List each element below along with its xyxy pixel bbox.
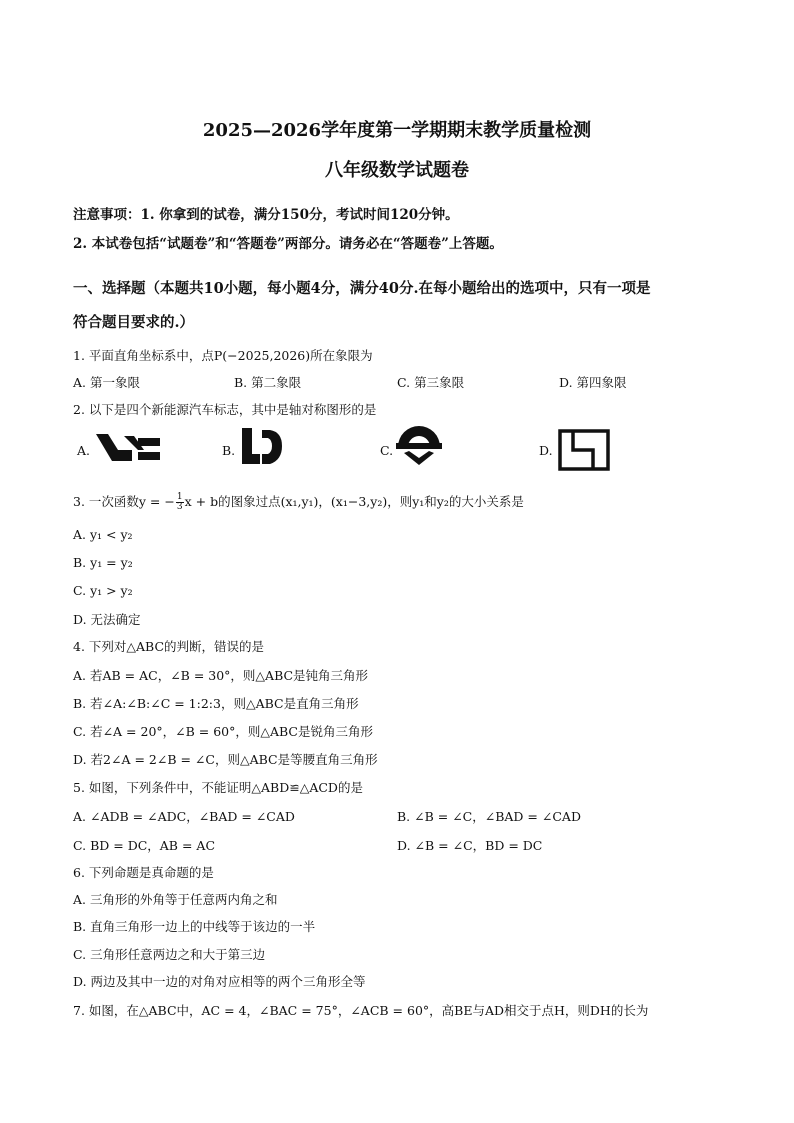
- logo-a-image: [94, 430, 164, 466]
- fraction-denominator: 3: [176, 502, 183, 512]
- question-5-option-c: C. BD = DC，AB = AC: [73, 838, 216, 853]
- question-3-option-d: D. 无法确定: [73, 612, 141, 627]
- question-6-option-c: C. 三角形任意两边之和大于第三边: [73, 947, 266, 962]
- section-heading-line-2: 符合题目要求的.）: [73, 314, 195, 331]
- question-5-stem: 5. 如图，下列条件中，不能证明△ABD≌△ACD的是: [73, 780, 363, 795]
- question-6-option-a: A. 三角形的外角等于任意两内角之和: [73, 892, 278, 907]
- logo-c-image: [394, 425, 444, 471]
- question-4-option-d: D. 若2∠A = 2∠B = ∠C，则△ABC是等腰直角三角形: [73, 752, 378, 767]
- question-1-option-b: B. 第二象限: [234, 375, 302, 390]
- question-6-option-b: B. 直角三角形一边上的中线等于该边的一半: [73, 919, 316, 934]
- question-3-stem: [73, 492, 524, 512]
- question-3-stem-suffix: x + b的图象过点(x₁,y₁)，(x₁−3,y₂)，则y₁和y₂的大小关系是: [184, 494, 524, 509]
- question-3-stem-prefix: 3. 一次函数y = −: [73, 494, 175, 509]
- question-2-label-c: C.: [380, 443, 394, 458]
- logo-d-image: [557, 428, 611, 472]
- section-heading-line-1: 一、选择题（本题共10小题，每小题4分，满分40分.在每小题给出的选项中，只有一项是: [73, 280, 651, 297]
- question-5-option-b: B. ∠B = ∠C，∠BAD = ∠CAD: [397, 809, 581, 824]
- notice-line-2: 2. 本试卷包括“试题卷”和“答题卷”两部分。请务必在“答题卷”上答题。: [73, 236, 503, 252]
- question-4-option-b: B. 若∠A:∠B:∠C = 1:2:3，则△ABC是直角三角形: [73, 696, 359, 711]
- question-2-label-d: D.: [539, 443, 553, 458]
- notice-line-1: 注意事项：1. 你拿到的试卷，满分150分，考试时间120分钟。: [73, 207, 459, 223]
- exam-subtitle: 八年级数学试题卷: [325, 160, 469, 181]
- exam-title: 2025—2026学年度第一学期期末教学质量检测: [202, 120, 592, 141]
- question-1-stem: 1. 平面直角坐标系中，点P(−2025,2026)所在象限为: [73, 348, 373, 363]
- question-3-option-a: A. y₁ < y₂: [73, 527, 133, 542]
- question-4-option-a: A. 若AB = AC，∠B = 30°，则△ABC是钝角三角形: [73, 668, 369, 683]
- question-3-option-c: C. y₁ > y₂: [73, 583, 133, 598]
- question-3-option-b: B. y₁ = y₂: [73, 555, 133, 570]
- question-2-stem: 2. 以下是四个新能源汽车标志，其中是轴对称图形的是: [73, 402, 377, 417]
- question-2-label-b: B.: [222, 443, 236, 458]
- logo-b-image: [238, 426, 284, 468]
- question-5-option-d: D. ∠B = ∠C，BD = DC: [397, 838, 543, 853]
- fraction-one-third: [176, 493, 184, 512]
- question-1-option-d: D. 第四象限: [559, 375, 627, 390]
- question-1-option-a: A. 第一象限: [73, 375, 140, 390]
- question-1-option-c: C. 第三象限: [397, 375, 465, 390]
- fraction-numerator: 1: [176, 492, 183, 502]
- question-6-stem: 6. 下列命题是真命题的是: [73, 865, 214, 880]
- question-2-label-a: A.: [77, 443, 91, 458]
- question-7-stem: 7. 如图，在△ABC中，AC = 4，∠BAC = 75°，∠ACB = 60°，高BE与AD相交于点H，则DH的长为: [73, 1003, 649, 1018]
- question-4-option-c: C. 若∠A = 20°，∠B = 60°，则△ABC是锐角三角形: [73, 724, 374, 739]
- question-5-option-a: A. ∠ADB = ∠ADC，∠BAD = ∠CAD: [73, 809, 295, 824]
- question-4-stem: 4. 下列对△ABC的判断，错误的是: [73, 639, 265, 654]
- question-6-option-d: D. 两边及其中一边的对角对应相等的两个三角形全等: [73, 974, 366, 989]
